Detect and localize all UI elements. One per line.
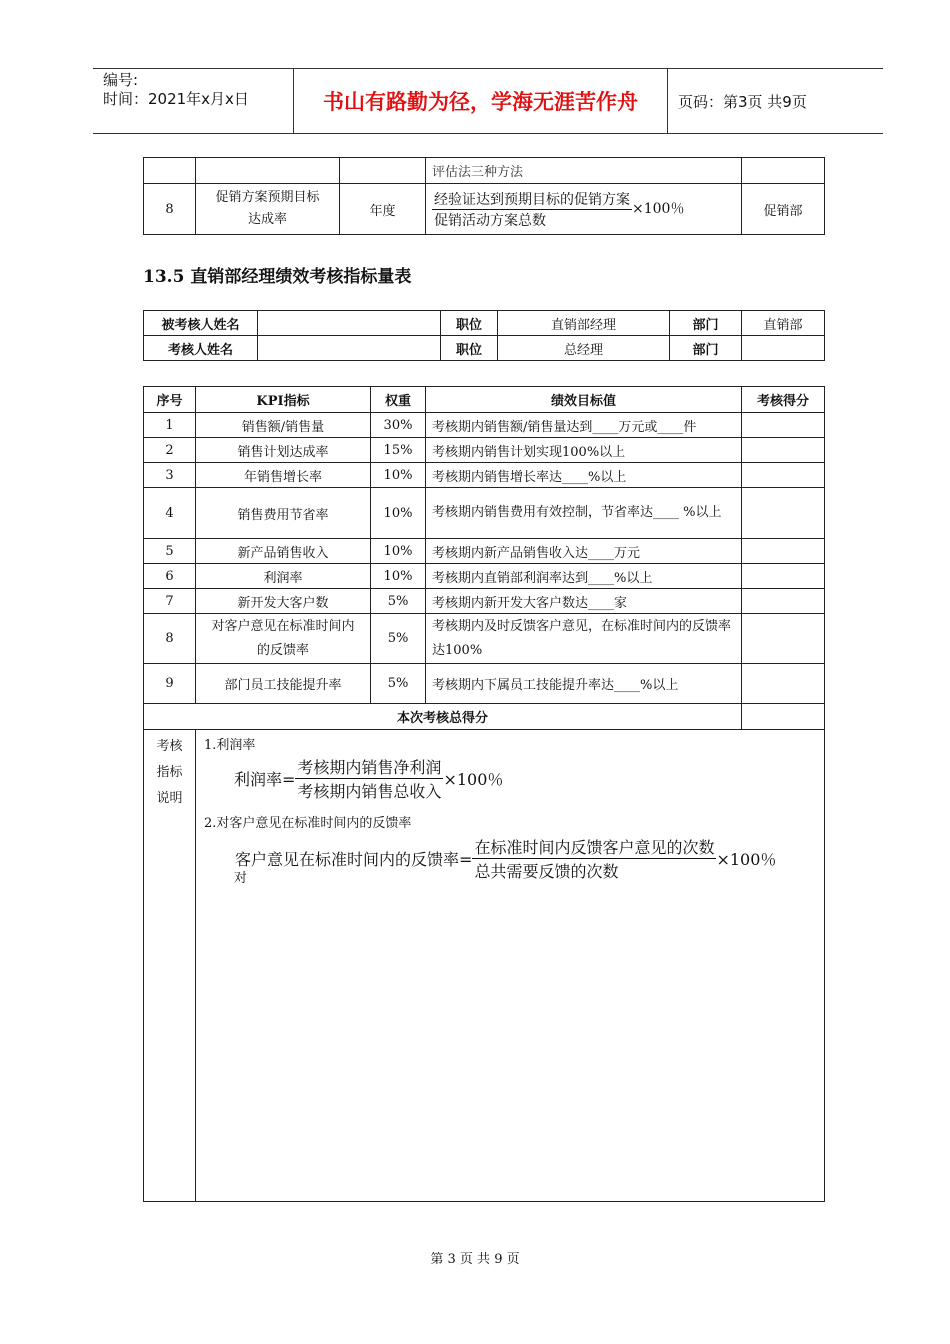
weight: 15% <box>371 438 426 463</box>
kpi-name: 促销方案预期目标达成率 <box>196 184 340 235</box>
notes-label-text: 考核指标说明 <box>156 739 183 806</box>
header-meta <box>93 69 294 133</box>
kpi-table <box>143 386 825 1202</box>
col-header-weight: 权重 <box>371 387 426 413</box>
score[interactable] <box>742 564 825 589</box>
row-number: 7 <box>144 589 196 614</box>
top-table-row <box>144 184 825 235</box>
fraction-denominator: 促销活动方案总数 <box>434 212 546 229</box>
weight: 10% <box>371 463 426 488</box>
col-header-target: 绩效目标值 <box>426 387 742 413</box>
score[interactable] <box>742 488 825 539</box>
table-row <box>144 589 825 614</box>
row-number: 1 <box>144 413 196 438</box>
examinee-position: 直销部经理 <box>498 311 670 336</box>
formula-cell <box>426 184 742 235</box>
row-number: 8 <box>144 614 196 664</box>
fraction-denominator: 考核期内销售总收入 <box>297 782 442 801</box>
formula-prefix: 对 <box>234 871 248 886</box>
formula-tail: ×100％ <box>443 770 504 789</box>
header-motto: 书山有路勤为径，学海无涯苦作舟 <box>294 69 668 133</box>
weight: 5% <box>371 664 426 704</box>
table-cell: 评估法三种方法 <box>426 158 742 184</box>
serial-label: 编号: <box>103 71 139 89</box>
table-row <box>144 488 825 539</box>
examiner-label: 考核人姓名 <box>144 336 258 361</box>
table-row <box>144 614 825 664</box>
kpi-name: 新产品销售收入 <box>196 539 371 564</box>
fraction <box>432 189 632 230</box>
col-header-score: 考核得分 <box>742 387 825 413</box>
info-table <box>143 310 825 361</box>
formula-lhs: 利润率= <box>234 770 296 789</box>
table-cell <box>742 158 825 184</box>
info-row <box>144 311 825 336</box>
formula-tail: ×100％ <box>632 200 685 217</box>
kpi-name: 销售费用节省率 <box>196 488 371 539</box>
examinee-dept: 直销部 <box>742 311 825 336</box>
dept: 促销部 <box>742 184 825 235</box>
target: 考核期内及时反馈客户意见，在标准时间内的反馈率达100% <box>426 614 742 664</box>
section-title: 13.5 直销部经理绩效考核指标量表 <box>143 267 412 287</box>
score[interactable] <box>742 438 825 463</box>
header-page-label: 页码：第3页 共9页 <box>678 92 807 111</box>
formula-tail: ×100％ <box>716 850 777 869</box>
target: 考核期内新产品销售收入达____万元 <box>426 539 742 564</box>
examiner-position: 总经理 <box>498 336 670 361</box>
score[interactable] <box>742 614 825 664</box>
target: 考核期内销售增长率达____%以上 <box>426 463 742 488</box>
target: 考核期内销售额/销售量达到____万元或____件 <box>426 413 742 438</box>
total-label: 本次考核总得分 <box>144 704 742 730</box>
fraction-numerator: 在标准时间内反馈客户意见的次数 <box>472 835 716 859</box>
weight: 10% <box>371 539 426 564</box>
kpi-name: 部门员工技能提升率 <box>196 664 371 704</box>
fraction-numerator: 经验证达到预期目标的促销方案 <box>432 189 632 210</box>
weight: 10% <box>371 488 426 539</box>
table-row <box>144 413 825 438</box>
page-footer: 第 3 页 共 9 页 <box>430 1252 520 1267</box>
row-number: 4 <box>144 488 196 539</box>
row-number: 6 <box>144 564 196 589</box>
fraction <box>295 755 443 802</box>
weight: 10% <box>371 564 426 589</box>
note-1-title: 1.利润率 <box>204 738 256 753</box>
table-row <box>144 438 825 463</box>
col-header-kpi: KPI指标 <box>196 387 371 413</box>
row-number: 8 <box>144 184 196 235</box>
notes-content <box>196 730 825 1202</box>
time-label: 时间：2021年x月x日 <box>103 90 249 108</box>
score[interactable] <box>742 539 825 564</box>
row-number: 9 <box>144 664 196 704</box>
period: 年度 <box>340 184 426 235</box>
target: 考核期内新开发大客户数达____家 <box>426 589 742 614</box>
examiner-dept <box>742 336 825 361</box>
table-row <box>144 664 825 704</box>
table-cell <box>196 158 340 184</box>
weight: 5% <box>371 614 426 664</box>
weight: 5% <box>371 589 426 614</box>
kpi-name: 年销售增长率 <box>196 463 371 488</box>
fraction-numerator: 考核期内销售净利润 <box>295 755 443 779</box>
top-table <box>143 157 825 235</box>
target: 考核期内销售费用有效控制，节省率达____ %以上 <box>426 488 742 539</box>
total-row <box>144 704 825 730</box>
col-header-no: 序号 <box>144 387 196 413</box>
position-label: 职位 <box>441 311 498 336</box>
table-cell <box>340 158 426 184</box>
target: 考核期内销售计划实现100%以上 <box>426 438 742 463</box>
examiner-name <box>258 336 441 361</box>
kpi-header-row <box>144 387 825 413</box>
kpi-name: 销售额/销售量 <box>196 413 371 438</box>
position-label: 职位 <box>441 336 498 361</box>
notes-label <box>144 730 196 1202</box>
score[interactable] <box>742 589 825 614</box>
kpi-name: 销售计划达成率 <box>196 438 371 463</box>
score[interactable] <box>742 463 825 488</box>
info-row <box>144 336 825 361</box>
note-1-formula <box>204 755 816 802</box>
note-2-formula <box>204 835 816 886</box>
note-2-title: 2.对客户意见在标准时间内的反馈率 <box>204 816 412 831</box>
kpi-name: 利润率 <box>196 564 371 589</box>
dept-label: 部门 <box>670 336 742 361</box>
total-score[interactable] <box>742 704 825 730</box>
fraction-denominator: 总共需要反馈的次数 <box>474 862 619 881</box>
score[interactable] <box>742 664 825 704</box>
kpi-name: 对客户意见在标准时间内的反馈率 <box>196 614 371 664</box>
examinee-name <box>258 311 441 336</box>
dept-label: 部门 <box>670 311 742 336</box>
fraction <box>472 835 716 882</box>
examinee-label: 被考核人姓名 <box>144 311 258 336</box>
page-header <box>93 68 883 134</box>
target: 考核期内直销部利润率达到____%以上 <box>426 564 742 589</box>
row-number: 3 <box>144 463 196 488</box>
row-number: 2 <box>144 438 196 463</box>
notes-row <box>144 730 825 1202</box>
weight: 30% <box>371 413 426 438</box>
kpi-name: 新开发大客户数 <box>196 589 371 614</box>
score[interactable] <box>742 413 825 438</box>
table-row <box>144 463 825 488</box>
formula-lhs: 客户意见在标准时间内的反馈率= <box>235 850 473 869</box>
top-table-row <box>144 158 825 184</box>
table-row <box>144 564 825 589</box>
table-row <box>144 539 825 564</box>
target: 考核期内下属员工技能提升率达____%以上 <box>426 664 742 704</box>
row-number: 5 <box>144 539 196 564</box>
table-cell <box>144 158 196 184</box>
